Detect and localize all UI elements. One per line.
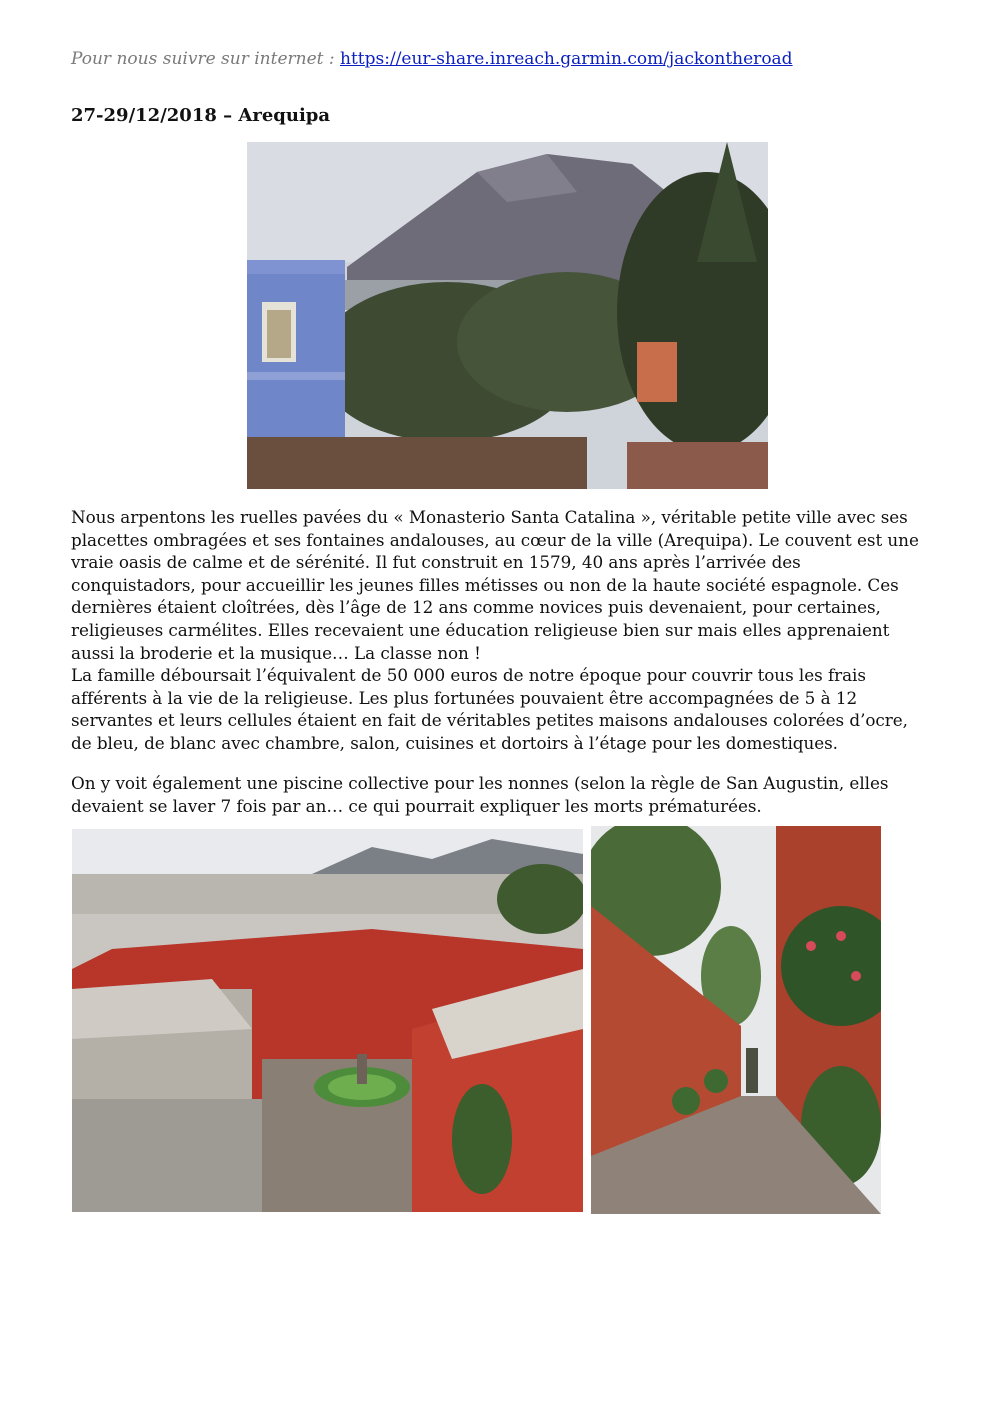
- text-line: dernières étaient cloîtrées, dès l’âge de 12 ans comme novices puis devenaient, pour certaines,: [71, 597, 881, 618]
- page-title: 27-29/12/2018 – Arequipa: [71, 105, 331, 126]
- paragraph-monastery: [71, 506, 951, 755]
- header-line: [71, 48, 793, 70]
- text-line: placettes ombragées et ses fontaines andalouses, au cœur de la ville (Arequipa). Le couvent est une: [71, 529, 919, 550]
- text-line: de bleu, de blanc avec chambre, salon, cuisines et dortoirs à l’étage pour les domestiques.: [71, 732, 838, 753]
- text-line: afférents à la vie de la religieuse. Les plus fortunées pouvaient être accompagnées de 5 à 12: [71, 687, 858, 708]
- text-line: religieuses carmélites. Elles recevaient une éducation religieuse bien sur mais elles apprenaient: [71, 619, 890, 640]
- text-line: Nous arpentons les ruelles pavées du « Monasterio Santa Catalina », véritable petite ville avec ses: [71, 507, 908, 527]
- red-alley-photo: [591, 826, 881, 1214]
- text-line: On y voit également une piscine collective pour les nonnes (selon la règle de San Augustin, elles: [71, 773, 889, 793]
- volcano-city-photo: [247, 142, 768, 489]
- text-line: La famille déboursait l’équivalent de 50 000 euros de notre époque pour couvrir tous les frais: [71, 665, 866, 686]
- text-line: conquistadors, pour accueillir les jeunes filles métisses ou non de la haute société espagnole. Ces: [71, 574, 899, 595]
- follow-intro-text: Pour nous suivre sur internet :: [71, 49, 335, 69]
- paragraph-pool: [71, 772, 951, 817]
- text-line: devaient se laver 7 fois par an… ce qui pourrait expliquer les morts prématurées.: [71, 795, 762, 816]
- text-line: aussi la broderie et la musique… La classe non !: [71, 642, 481, 663]
- courtyard-fountain-photo: [72, 829, 583, 1212]
- tracking-link[interactable]: https://eur-share.inreach.garmin.com/jackontheroad: [340, 49, 793, 69]
- text-line: vraie oasis de calme et de sérénité. Il fut construit en 1579, 40 ans après l’arrivée des: [71, 552, 801, 573]
- text-line: servantes et leurs cellules étaient en fait de véritables petites maisons andalouses colorées d’ocre,: [71, 710, 908, 731]
